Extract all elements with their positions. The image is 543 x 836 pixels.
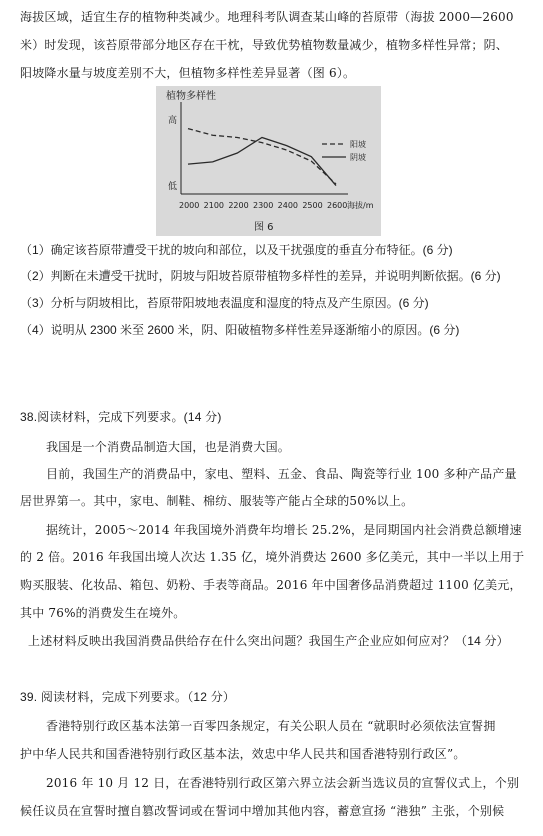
q39-heading: 39. 阅读材料，完成下列要求。（12 分） xyxy=(20,690,236,704)
legend-label: 阳坡 xyxy=(350,140,366,149)
question-4: （4）说明从 2300 米至 2600 米，阴、阳破植物多样性差异逐渐缩小的原因。(6 分) xyxy=(20,323,460,337)
figure-6 xyxy=(156,86,381,236)
x-tick-label: 2100 xyxy=(203,201,225,210)
line-chart xyxy=(156,86,381,236)
x-tick-label: 2300 xyxy=(253,201,274,210)
q38-para-3b: 的 2 倍。2016 年我国出境人次达 1.35 亿，境外消费达 2600 多亿美元，其中一半以上用于 xyxy=(20,550,525,564)
x-tick-label: 2200 xyxy=(228,201,249,210)
q38-para-3c: 购买服装、化妆品、箱包、奶粉、手表等商品。2016 年中国奢侈品消费超过 1100 亿美元， xyxy=(20,578,522,592)
x-tick-label: 2600 xyxy=(327,201,348,210)
chart-y-high: 高 xyxy=(168,116,178,126)
x-tick-label: 2000 xyxy=(179,201,200,210)
question-2: （2）判断在未遭受干扰时，阴坡与阳坡苔原带植物多样性的差异，并说明判断依据。(6 分) xyxy=(20,269,501,283)
figure-caption: 图 6 xyxy=(254,222,274,233)
x-tick-label: 2500 xyxy=(302,201,323,210)
chart-xlabel: 海拔/m xyxy=(347,201,374,210)
q38-para-3d: 其中 76%的消费发生在境外。 xyxy=(20,606,186,620)
q39-para-1a: 香港特别行政区基本法第一百零四条规定，有关公职人员在 “就职时必须依法宣誓拥 xyxy=(46,719,496,733)
series-line-shady-slope xyxy=(188,137,336,185)
q38-para-1: 我国是一个消费品制造大国，也是消费大国。 xyxy=(46,440,291,454)
q38-para-2b: 居世界第一。其中，家电、制鞋、棉纺、服装等产能占全球的50%以上。 xyxy=(20,494,414,508)
intro-line-3: 阳坡降水量与坡度差别不大，但植物多样性差异显著（图 6）。 xyxy=(20,66,356,80)
question-1: （1）确定该苔原带遭受干扰的坡向和部位，以及干扰强度的垂直分布特征。(6 分) xyxy=(20,243,453,257)
x-tick-label: 2400 xyxy=(277,201,299,210)
q38-para-2a: 目前，我国生产的消费品中，家电、塑料、五金、食品、陶瓷等行业 100 多种产品产量 xyxy=(46,467,517,481)
q38-heading: 38.阅读材料，完成下列要求。(14 分) xyxy=(20,410,222,424)
chart-ylabel: 植物多样性 xyxy=(166,91,216,102)
question-3: （3）分析与阴坡相比，苔原带阳坡地表温度和湿度的特点及产生原因。(6 分) xyxy=(20,296,429,310)
q39-para-2b: 候任议员在宣誓时擅自篡改誓词或在誓词中增加其他内容，蓄意宣扬 “港独” 主张，个别候 xyxy=(20,804,505,818)
q38-para-3a: 据统计，2005～2014 年我国境外消费年均增长 25.2%，是同期国内社会消费总额增速 xyxy=(46,523,522,537)
q39-para-1b: 护中华人民共和国香港特别行政区基本法，效忠中华人民共和国香港特别行政区”。 xyxy=(20,747,466,761)
q39-para-2a: 2016 年 10 月 12 日，在香港特别行政区第六界立法会新当选议员的宣誓仪式上，个别 xyxy=(46,776,520,790)
chart-y-low: 低 xyxy=(168,182,178,192)
intro-line-2: 米）时发现，该苔原带部分地区存在干枕，导致优势植物数量减少，植物多样性异常；阴、 xyxy=(20,38,509,52)
intro-line-1: 海拔区域，适宜生存的植物种类减少。地理科考队调查某山峰的苔原带（海拔 2000—2600 xyxy=(20,10,514,24)
legend-label: 阴坡 xyxy=(350,153,366,162)
q38-question: 上述材料反映出我国消费品供给存在什么突出问题？我国生产企业应如何应对？（14 分） xyxy=(28,634,509,648)
